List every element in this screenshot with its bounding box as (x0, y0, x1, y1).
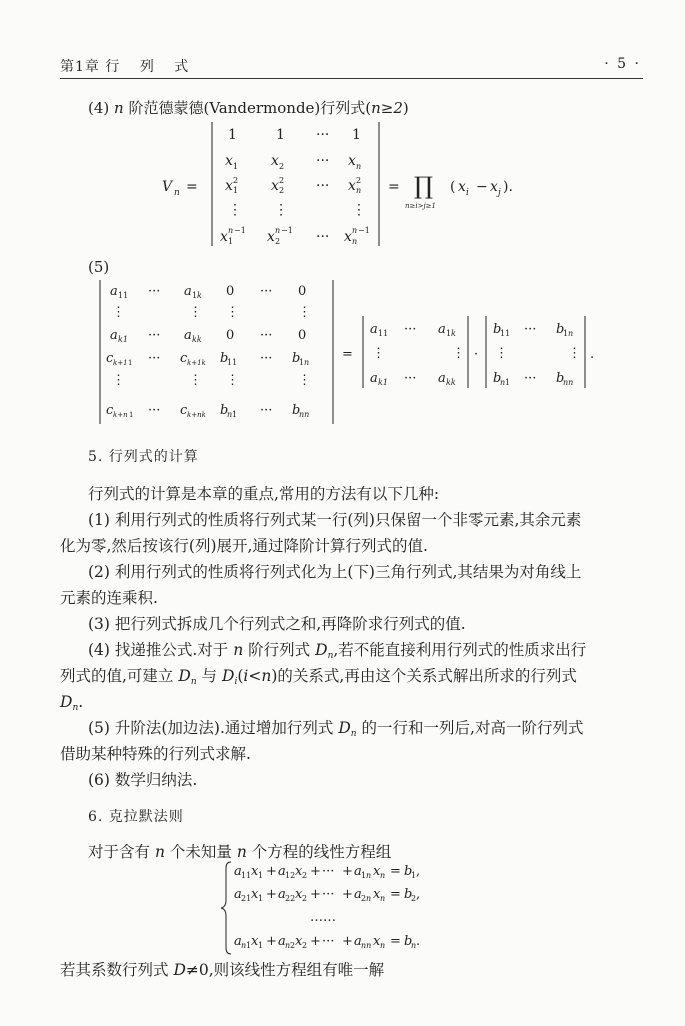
svg-text:···: ··· (260, 328, 273, 343)
method-4-line-3: $D_n$. (60, 693, 84, 713)
svg-text:2: 2 (275, 237, 281, 246)
svg-text:c: c (180, 351, 188, 366)
svg-text:c: c (106, 351, 114, 366)
svg-text:1: 1 (505, 378, 511, 387)
svg-text:(: ( (450, 179, 456, 195)
svg-text:b: b (220, 403, 229, 418)
svg-text:1: 1 (233, 162, 239, 171)
svg-text:a: a (354, 934, 362, 949)
svg-text:12: 12 (285, 871, 296, 880)
svg-text:21: 21 (241, 894, 252, 903)
svg-text:x: x (348, 178, 356, 194)
svg-text:a: a (370, 322, 378, 337)
svg-text:⋮: ⋮ (189, 373, 202, 388)
svg-text:+: + (266, 934, 277, 949)
svg-text:2: 2 (279, 186, 285, 195)
svg-text:···: ··· (404, 322, 417, 337)
svg-text:a: a (354, 887, 362, 902)
svg-text:b: b (404, 864, 413, 879)
svg-text:x: x (295, 887, 303, 902)
svg-text:1: 1 (446, 329, 452, 338)
svg-text:k+nk: k+nk (187, 411, 206, 419)
svg-text:a: a (278, 887, 286, 902)
svg-text:b: b (404, 934, 413, 949)
svg-text:k+1: k+1 (113, 359, 128, 367)
svg-text:a: a (278, 934, 286, 949)
svg-text:2: 2 (302, 894, 308, 903)
svg-text:···: ··· (148, 284, 161, 299)
svg-text:=: = (342, 347, 353, 362)
svg-text:b: b (404, 887, 413, 902)
svg-text:+: + (310, 934, 321, 949)
svg-text:n≥i>j≥1: n≥i>j≥1 (405, 202, 436, 210)
svg-text:11: 11 (118, 291, 129, 300)
svg-text:∏: ∏ (414, 172, 434, 200)
svg-text:⋮: ⋮ (298, 305, 311, 320)
svg-text:kk: kk (446, 378, 456, 387)
svg-text:11: 11 (500, 329, 511, 338)
item-4-heading: (4) n 阶范德蒙德(Vandermonde)行列式(n≥2) (88, 99, 409, 117)
svg-text:+: + (342, 864, 353, 879)
svg-text:k1: k1 (118, 335, 128, 344)
svg-text:···: ··· (260, 351, 273, 366)
svg-text:⋮: ⋮ (568, 346, 581, 361)
chapter-heading: 第1章 行 列 式 (60, 59, 197, 75)
svg-text:1: 1 (258, 941, 264, 950)
svg-text:1: 1 (129, 411, 134, 419)
svg-text:1: 1 (563, 329, 569, 338)
svg-text:x: x (251, 864, 259, 879)
svg-text:···: ··· (322, 864, 335, 879)
svg-text:1: 1 (258, 894, 264, 903)
section-5-intro: 行列式的计算是本章的重点,常用的方法有以下几种: (88, 485, 440, 503)
svg-text:···: ··· (316, 178, 330, 194)
svg-text:a: a (110, 328, 118, 343)
svg-text:1: 1 (128, 359, 133, 367)
svg-text:x: x (348, 153, 356, 169)
svg-text:=: = (186, 179, 198, 195)
svg-text:).: ). (503, 179, 513, 195)
svg-text:·: · (474, 347, 479, 362)
svg-text:k1: k1 (378, 378, 388, 387)
svg-text:x: x (490, 179, 498, 195)
svg-text:n: n (275, 226, 281, 235)
item-5-label: (5) (88, 258, 110, 276)
svg-text:nn: nn (361, 941, 372, 950)
svg-text:1: 1 (192, 291, 198, 300)
svg-text:x: x (373, 934, 381, 949)
svg-text:n: n (380, 894, 386, 903)
svg-text:+: + (266, 887, 277, 902)
svg-text:2: 2 (302, 941, 308, 950)
svg-text:n: n (352, 226, 358, 235)
svg-text:=: = (388, 179, 400, 195)
svg-text:2: 2 (279, 162, 285, 171)
svg-text:=: = (390, 934, 401, 949)
svg-text:+: + (342, 934, 353, 949)
svg-text:x: x (373, 864, 381, 879)
svg-text:n: n (227, 410, 233, 419)
section-6-title: 6. 克拉默法则 (88, 809, 184, 825)
svg-text:−: − (476, 179, 488, 195)
svg-text:x: x (295, 934, 303, 949)
svg-text:⋮: ⋮ (352, 202, 366, 218)
svg-text:···: ··· (316, 127, 330, 143)
svg-text:2: 2 (302, 871, 308, 880)
svg-text:x: x (458, 179, 466, 195)
svg-text:a: a (234, 934, 242, 949)
svg-text:k: k (451, 329, 456, 338)
svg-text:⋮: ⋮ (226, 305, 239, 320)
svg-text:=: = (390, 864, 401, 879)
svg-text:nn: nn (563, 378, 574, 387)
svg-text:1: 1 (276, 127, 285, 143)
svg-text:k: k (197, 291, 202, 300)
svg-text:b: b (493, 371, 502, 386)
svg-text:x: x (251, 887, 259, 902)
svg-text:1: 1 (361, 871, 367, 880)
svg-text:−1: −1 (234, 226, 246, 235)
method-1-line-2: 化为零,然后按该行(列)展开,通过降阶计算行列式的值. (60, 537, 428, 555)
svg-text:⋮: ⋮ (226, 373, 239, 388)
svg-text:b: b (292, 403, 301, 418)
vandermonde-formula (150, 118, 550, 250)
svg-text:2: 2 (233, 176, 239, 185)
svg-text:kk: kk (192, 335, 202, 344)
svg-text:2: 2 (411, 894, 417, 903)
svg-text:x: x (267, 229, 275, 245)
svg-text:⋮: ⋮ (112, 373, 125, 388)
svg-text:⋮: ⋮ (112, 305, 125, 320)
svg-text:a: a (370, 371, 378, 386)
svg-text:n: n (285, 941, 291, 950)
svg-text:0: 0 (298, 284, 307, 299)
svg-text:b: b (292, 351, 301, 366)
svg-text:n: n (174, 188, 180, 198)
method-1-line-1: (1) 利用行列式的性质将行列式某一行(列)只保留一个非零元素,其余元素 (88, 511, 582, 529)
svg-text:···: ··· (524, 371, 537, 386)
svg-text:···: ··· (316, 229, 330, 245)
svg-text:1: 1 (233, 186, 239, 195)
svg-text:1: 1 (352, 127, 361, 143)
method-5-line-2: 借助某种特殊的行列式求解. (60, 745, 251, 763)
section-6-intro: 对于含有 n 个未知量 n 个方程的线性方程组 (88, 843, 392, 861)
svg-text:···: ··· (316, 153, 330, 169)
svg-text:⋮: ⋮ (189, 305, 202, 320)
svg-text:n: n (366, 871, 372, 880)
page-number: · 5 · (604, 56, 641, 72)
svg-text:n: n (411, 941, 417, 950)
svg-text:n: n (228, 226, 234, 235)
svg-text:x: x (271, 178, 279, 194)
svg-text:22: 22 (285, 894, 296, 903)
svg-text:⋮: ⋮ (274, 202, 288, 218)
svg-text:b: b (220, 351, 229, 366)
svg-text:x: x (225, 178, 233, 194)
svg-text:2: 2 (356, 176, 362, 185)
svg-text:⋮: ⋮ (228, 202, 242, 218)
svg-text:+: + (266, 864, 277, 879)
svg-text:1: 1 (228, 127, 237, 143)
svg-text:c: c (180, 403, 188, 418)
svg-text:.: . (416, 934, 421, 949)
svg-text:x: x (373, 887, 381, 902)
svg-text:1: 1 (232, 410, 238, 419)
svg-text:2: 2 (279, 176, 285, 185)
svg-text:···: ··· (404, 371, 417, 386)
equation-ellipsis: …… (310, 910, 336, 925)
linear-system-formula (220, 858, 500, 958)
svg-text:x: x (295, 864, 303, 879)
svg-text:n: n (380, 871, 386, 880)
svg-text:1: 1 (258, 871, 264, 880)
svg-text:x: x (225, 153, 233, 169)
svg-text:b: b (493, 322, 502, 337)
svg-text:⋮: ⋮ (452, 346, 465, 361)
svg-text:n: n (568, 329, 574, 338)
svg-text:0: 0 (226, 328, 235, 343)
svg-text:k+n: k+n (113, 411, 128, 419)
svg-text:,: , (416, 864, 421, 879)
svg-text:a: a (184, 328, 192, 343)
svg-text:+: + (310, 887, 321, 902)
svg-text:0: 0 (226, 284, 235, 299)
svg-text:2: 2 (361, 894, 367, 903)
method-2-line-2: 元素的连乘积. (60, 589, 158, 607)
section-6-conclusion: 若其系数行列式 D≠0,则该线性方程组有唯一解 (60, 961, 385, 979)
svg-text:···: ··· (322, 887, 335, 902)
svg-text:−1: −1 (281, 226, 293, 235)
svg-text:···: ··· (260, 403, 273, 418)
svg-text:c: c (106, 403, 114, 418)
method-6: (6) 数学归纳法. (88, 771, 198, 789)
svg-text:j: j (498, 188, 501, 198)
svg-text:⋮: ⋮ (495, 346, 508, 361)
svg-text:1: 1 (411, 871, 417, 880)
svg-text:nn: nn (299, 410, 310, 419)
svg-text:···: ··· (260, 284, 273, 299)
svg-text:a: a (184, 284, 192, 299)
svg-text:V: V (162, 179, 173, 195)
svg-text:a: a (234, 864, 242, 879)
running-header (60, 54, 643, 79)
svg-text:b: b (556, 371, 565, 386)
svg-text:n: n (356, 186, 362, 195)
svg-text:b: b (556, 322, 565, 337)
svg-text:···: ··· (148, 328, 161, 343)
svg-text:11: 11 (378, 329, 389, 338)
svg-text:11: 11 (227, 358, 238, 367)
svg-text:,: , (416, 887, 421, 902)
svg-text:11: 11 (241, 871, 252, 880)
method-5-line-1: (5) 升阶法(加边法).通过增加行列式 $D_n$ 的一行和一列后,对高一阶行列式 (88, 719, 584, 739)
svg-text:n: n (352, 237, 358, 246)
svg-text:n: n (356, 162, 362, 171)
svg-text:x: x (251, 934, 259, 949)
svg-text:n: n (304, 358, 310, 367)
svg-text:=: = (390, 887, 401, 902)
svg-text:⋮: ⋮ (372, 346, 385, 361)
method-4-line-2: 列式的值,可建立 $D_n$ 与 $D_i(i<n)$的关系式,再由这个关系式解出所求的行列式 (60, 667, 577, 687)
svg-text:n: n (366, 894, 372, 903)
svg-text:a: a (234, 887, 242, 902)
svg-text:⋮: ⋮ (298, 373, 311, 388)
svg-text:0: 0 (298, 328, 307, 343)
svg-text:−1: −1 (358, 226, 370, 235)
svg-text:···: ··· (524, 322, 537, 337)
method-4-line-1: (4) 找递推公式.对于 n 阶行列式 $D_n$,若不能直接利用行列式的性质求出行 (88, 641, 587, 661)
svg-text:n: n (500, 378, 506, 387)
svg-text:···: ··· (148, 403, 161, 418)
svg-text:i: i (466, 188, 469, 198)
svg-text:a: a (438, 371, 446, 386)
svg-text:a: a (278, 864, 286, 879)
svg-text:n: n (241, 941, 247, 950)
svg-text:a: a (354, 864, 362, 879)
svg-text:···: ··· (322, 934, 335, 949)
svg-text:1: 1 (246, 941, 252, 950)
svg-text:x: x (271, 153, 279, 169)
svg-text:+: + (342, 887, 353, 902)
method-3: (3) 把行列式拆成几个行列式之和,再降阶求行列式的值. (88, 615, 466, 633)
svg-text:2: 2 (290, 941, 296, 950)
method-2-line-1: (2) 利用行列式的性质将行列式化为上(下)三角行列式,其结果为对角线上 (88, 563, 582, 581)
svg-text:k+1k: k+1k (187, 359, 206, 367)
svg-text:x: x (344, 229, 352, 245)
svg-text:n: n (380, 941, 386, 950)
svg-text:···: ··· (148, 351, 161, 366)
svg-text:x: x (220, 229, 228, 245)
svg-text:1: 1 (228, 237, 234, 246)
svg-text:a: a (438, 322, 446, 337)
svg-text:+: + (310, 864, 321, 879)
block-determinant-formula (96, 276, 616, 426)
svg-text:a: a (110, 284, 118, 299)
section-5-title: 5. 行列式的计算 (88, 449, 199, 465)
svg-text:1: 1 (299, 358, 305, 367)
svg-text:.: . (590, 347, 595, 362)
